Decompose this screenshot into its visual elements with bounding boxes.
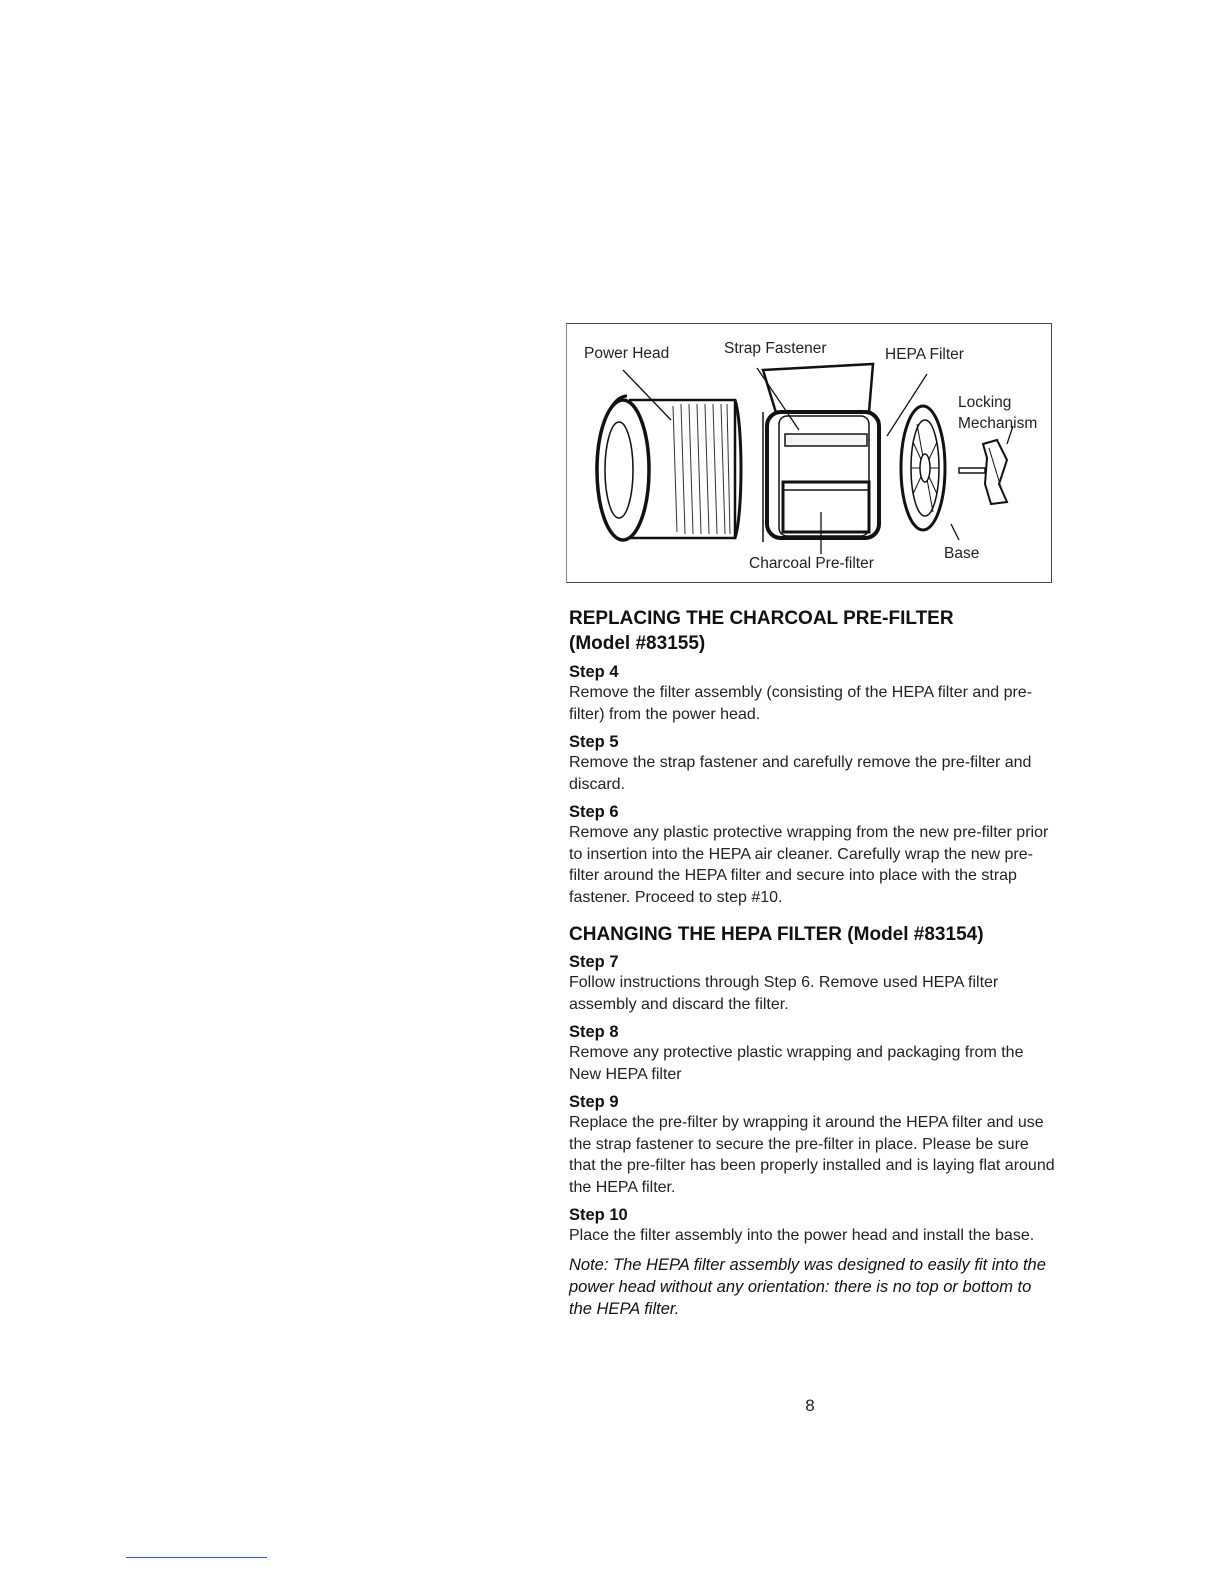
instructions-column (569, 606, 1055, 1320)
page-number: 8 (805, 1396, 815, 1415)
section1-title-line2: (Model #83155) (569, 633, 706, 654)
step-7-title: Step 7 (569, 953, 619, 971)
step-4-title: Step 4 (569, 663, 619, 681)
label-locking: Locking (958, 394, 1012, 411)
step-10-title: Step 10 (569, 1206, 628, 1224)
section1-title-line1: REPLACING THE CHARCOAL PRE-FILTER (569, 608, 954, 629)
step-6-body: Remove any plastic protective wrapping from the new pre-filter prior to insertion into the HEPA air cleaner. Carefully wrap the new pre-filter around the HEPA filter and secure into place with the strap fastener. Proceed to step #10. (569, 824, 1049, 906)
diagram-illustration (567, 324, 1053, 584)
step-8-body: Remove any protective plastic wrapping and packaging from the New HEPA filter (569, 1044, 1024, 1083)
hepa-note: Note: The HEPA filter assembly was designed to easily fit into the power head without any orientation: there is no top or bottom to the HEPA filter. (569, 1255, 1046, 1318)
locking-mechanism-illustration (959, 440, 1007, 504)
label-strap-fastener: Strap Fastener (724, 340, 827, 357)
section2-title: CHANGING THE HEPA FILTER (Model #83154) (569, 924, 984, 945)
step-5-body: Remove the strap fastener and carefully remove the pre-filter and discard. (569, 754, 1032, 793)
step-8-title: Step 8 (569, 1023, 619, 1041)
label-mechanism: Mechanism (958, 415, 1038, 432)
label-base: Base (944, 545, 980, 562)
section-replacing-charcoal (569, 606, 1055, 908)
filter-assembly-diagram (566, 323, 1052, 583)
label-power-head: Power Head (584, 345, 670, 362)
step-5-title: Step 5 (569, 733, 619, 751)
step-9-title: Step 9 (569, 1093, 619, 1111)
step-7-body: Follow instructions through Step 6. Remove used HEPA filter assembly and discard the filter. (569, 974, 999, 1013)
label-charcoal-prefilter: Charcoal Pre-filter (749, 555, 874, 572)
footer-rule (126, 1557, 267, 1558)
step-4-body: Remove the filter assembly (consisting of the HEPA filter and pre-filter) from the power head. (569, 684, 1033, 723)
step-10-body: Place the filter assembly into the power head and install the base. (569, 1227, 1035, 1244)
base-illustration (901, 406, 945, 530)
section-changing-hepa (569, 922, 1055, 1320)
label-hepa-filter: HEPA Filter (885, 346, 964, 363)
step-6-title: Step 6 (569, 803, 619, 821)
section1-title (569, 606, 1055, 656)
step-9-body: Replace the pre-filter by wrapping it around the HEPA filter and use the strap fastener to secure the pre-filter in place. Please be sure that the pre-filter has been properly installed and is laying flat around the HEPA filter. (569, 1114, 1055, 1196)
